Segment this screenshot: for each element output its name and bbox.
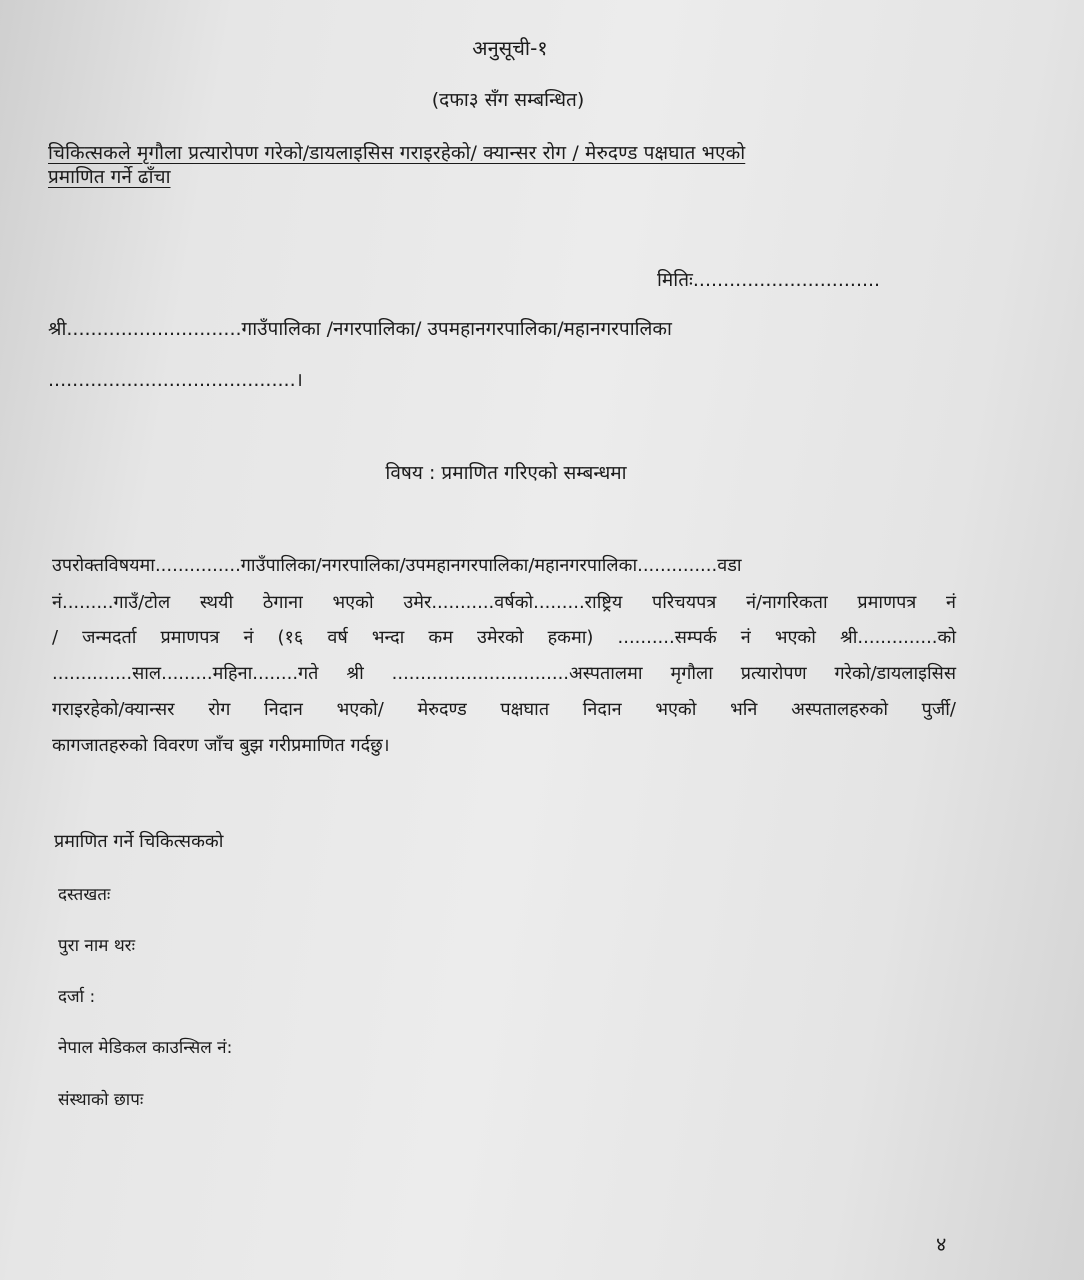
page-number: ४ <box>936 1232 947 1256</box>
full-name-label: पुरा नाम थरः <box>58 936 136 956</box>
signature-heading: प्रमाणित गर्ने चिकित्सकको <box>54 831 224 852</box>
rank-label: दर्जा : <box>58 987 96 1007</box>
schedule-label: अनुसूची-१ <box>472 36 548 60</box>
body-line-1: उपरोक्तविषयमा...............गाउँपालिका/नगरपालिका/उपमहानगरपालिका/महानगरपालिका..............वडा <box>52 555 742 576</box>
document-title-line-1: चिकित्सकले मृगौला प्रत्यारोपण गरेको/डायलाइसिस गराइरहेको/ क्यान्सर रोग / मेरुदण्ड पक्षघात भएको <box>48 142 746 164</box>
nmc-number-label: नेपाल मेडिकल काउन्सिल नं: <box>58 1038 233 1058</box>
section-reference: (दफा३ सँग सम्बन्धित) <box>431 89 585 111</box>
address-line-2: .........................................। <box>48 369 303 391</box>
date-line: मितिः............................... <box>657 269 881 291</box>
address-line-1: श्री.............................गाउँपालिका /नगरपालिका/ उपमहानगरपालिका/महानगरपालिका <box>48 318 672 340</box>
subject-line: विषय : प्रमाणित गरिएको सम्बन्धमा <box>385 462 627 484</box>
body-line-6: कागजातहरुको विवरण जाँच बुझ गरीप्रमाणित गर्दछु। <box>52 735 390 756</box>
body-line-3: / जन्मदर्ता प्रमाणपत्र नं (१६ वर्ष भन्दा कम उमेरको हकमा) ..........सम्पर्क नं भएको श्री..............को <box>52 627 956 648</box>
signature-label: दस्तखतः <box>58 885 111 905</box>
body-line-4: ..............साल.........महिना........गते श्री ...............................अस्पतालमा मृगौला प्रत्यारोपण गरेको/डायलाइसिस <box>52 663 956 684</box>
body-line-5: गराइरहेको/क्यान्सर रोग निदान भएको/ मेरुदण्ड पक्षघात निदान भएको भनि अस्पतालहरुको पुर्जी/ <box>52 699 956 720</box>
institution-stamp-label: संस्थाको छापः <box>58 1090 144 1110</box>
document-title-line-2: प्रमाणित गर्ने ढाँचा <box>48 166 171 188</box>
body-line-2: नं.........गाउँ/टोल स्थयी ठेगाना भएको उमेर...........वर्षको.........राष्ट्रिय परिचयपत्र नं/नागरिकता प्रमाणपत्र नं <box>52 592 956 613</box>
